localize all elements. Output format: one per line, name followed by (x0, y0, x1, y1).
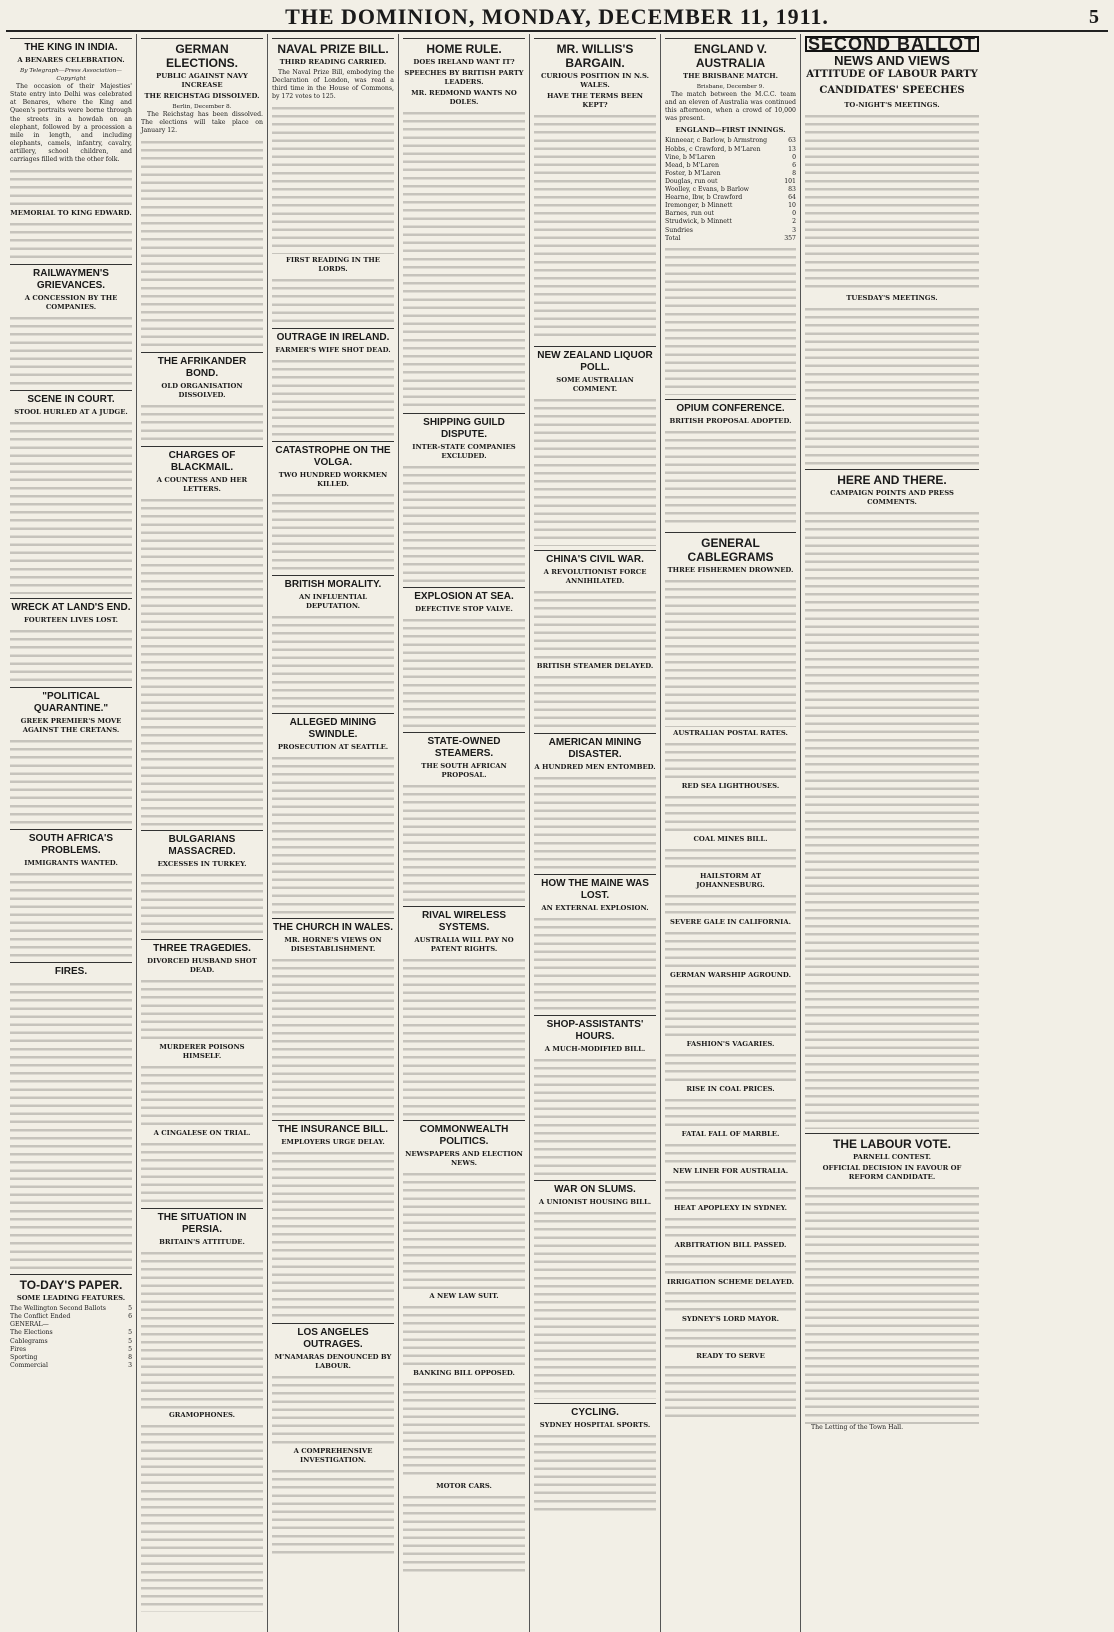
subhead: OFFICIAL DECISION IN FAVOUR OF REFORM CANDIDATE. (822, 1164, 962, 1182)
headline: WAR ON SLUMS. (534, 1180, 656, 1196)
subhead: MURDERER POISONS HIMSELF. (159, 1043, 245, 1061)
subhead: A COUNTESS AND HER LETTERS. (156, 476, 248, 494)
headline: CHARGES OF BLACKMAIL. (141, 446, 263, 474)
body-text (141, 871, 263, 935)
subhead: RISE IN COAL PRICES. (686, 1084, 775, 1093)
headline: LOS ANGELES OUTRAGES. (272, 1323, 394, 1351)
body-text (272, 956, 394, 1116)
subhead: A CINGALESE ON TRIAL. (153, 1129, 251, 1138)
article-text: The Letting of the Town Hall. (811, 1424, 904, 1432)
body-text (141, 1249, 263, 1409)
subhead: SEVERE GALE IN CALIFORNIA. (670, 917, 791, 926)
subhead: A REVOLUTIONIST FORCE ANNIHILATED. (543, 568, 647, 585)
table-row: Douglas, run out 101 (665, 177, 796, 185)
body-text (403, 782, 525, 902)
headline: HOW THE MAINE WAS LOST. (534, 874, 656, 902)
body-text (534, 112, 656, 342)
body-text (141, 977, 263, 1041)
list-item: Commercial 3 (10, 1361, 132, 1369)
body-text (272, 613, 394, 709)
subhead: PUBLIC AGAINST NAVY INCREASE (156, 72, 248, 89)
body-text (534, 915, 656, 1011)
body-text (665, 1289, 796, 1313)
body-text (665, 428, 796, 528)
subhead: DOES IRELAND WANT IT? (413, 58, 515, 66)
feature-list (10, 1305, 132, 1370)
subhead: EMPLOYERS URGE DELAY. (281, 1138, 385, 1147)
list-item: Sporting 8 (10, 1353, 132, 1361)
body-text (534, 1432, 656, 1512)
headline: WRECK AT LAND'S END. (10, 598, 132, 614)
subhead: SPEECHES BY BRITISH PARTY LEADERS. (404, 69, 524, 86)
list-item: GENERAL— (10, 1321, 49, 1329)
advertisement-heading: READY TO SERVE (696, 1351, 765, 1360)
headline: SCENE IN COURT. (10, 390, 132, 406)
column-7 (801, 34, 983, 1632)
body-text (665, 1326, 796, 1350)
headline: THE CHURCH IN WALES. (272, 918, 394, 934)
article-text: The occasion of their Majesties' State entry into Delhi was celebrated at Benares, where the King and Queen's portraits were borne through the streets in a howdah on an elephant, followed by a procession a mile in length, and including elephants, camels, infantry, cavalry, artillery, school children, and carriages filled with the other folk. (10, 83, 132, 164)
headline: SHOP-ASSISTANTS' HOURS. (534, 1015, 656, 1043)
body-text (805, 112, 979, 292)
subhead: AN EXTERNAL EXPLOSION. (541, 904, 649, 912)
body-text (665, 892, 796, 916)
subhead: A CONCESSION BY THE COMPANIES. (24, 294, 118, 312)
subhead: MEMORIAL TO KING EDWARD. (10, 209, 132, 218)
subhead: CURIOUS POSITION IN N.S. WALES. (540, 72, 650, 89)
body-text (534, 588, 656, 660)
headline: SOUTH AFRICA'S PROBLEMS. (10, 829, 132, 857)
headline: FIRES. (10, 962, 132, 978)
body-text (272, 1149, 394, 1319)
subhead: BANKING BILL OPPOSED. (413, 1369, 515, 1377)
column-6 (661, 34, 801, 1632)
subhead: GREEK PREMIER'S MOVE AGAINST THE CRETANS. (20, 717, 122, 735)
body-text (141, 1140, 263, 1204)
headline: OUTRAGE IN IRELAND. (272, 328, 394, 344)
body-text (534, 774, 656, 870)
body-text (665, 1252, 796, 1276)
subhead: HEAT APOPLEXY IN SYDNEY. (674, 1203, 787, 1212)
body-text (403, 1303, 525, 1367)
subhead: TO-NIGHT'S MEETINGS. (844, 101, 940, 110)
subhead: FASHION'S VAGARIES. (686, 1039, 775, 1048)
headline: BRITISH MORALITY. (272, 575, 394, 591)
body-text (10, 167, 132, 207)
headline: RIVAL WIRELESS SYSTEMS. (403, 906, 525, 934)
headline-england-v-australia: ENGLAND V. AUSTRALIA (665, 38, 796, 70)
body-text (403, 1380, 525, 1480)
body-text (805, 509, 979, 1129)
article-text: The Reichstag has been dissolved. The elections will take place on January 12. (141, 111, 263, 135)
body-text (10, 870, 132, 958)
subhead: BRITISH STEAMER DELAYED. (536, 662, 654, 670)
subhead: MR. HORNE'S VIEWS ON DISESTABLISHMENT. (284, 936, 382, 954)
headline: SHIPPING GUILD DISPUTE. (403, 413, 525, 441)
subhead: ARBITRATION BILL PASSED. (674, 1240, 787, 1249)
headline-mr-williss-bargain: MR. WILLIS'S BARGAIN. (534, 38, 656, 70)
body-text (534, 396, 656, 546)
advertisement-heading: GRAMOPHONES. (168, 1411, 236, 1420)
headline-here-and-there: HERE AND THERE. (805, 469, 979, 487)
table-row: Hearne, lbw, b Crawford 64 (665, 194, 796, 202)
headline-attitude: ATTITUDE OF LABOUR PARTY (806, 69, 978, 81)
dateline: Brisbane, December 9. (696, 84, 765, 90)
body-text (141, 496, 263, 826)
subhead: A HUNDRED MEN ENTOMBED. (534, 763, 656, 771)
list-item: The Conflict Ended 6 (10, 1313, 132, 1321)
masthead (6, 4, 1108, 32)
scorecard (665, 137, 796, 242)
headline-news-and-views: NEWS AND VIEWS (834, 53, 950, 69)
body-text (272, 357, 394, 437)
column-5 (530, 34, 661, 1632)
list-item: The Wellington Second Ballots 5 (10, 1305, 132, 1313)
body-text (141, 138, 263, 348)
headline-candidates-speeches: CANDIDATES' SPEECHES (819, 85, 965, 97)
headline: COMMONWEALTH POLITICS. (403, 1120, 525, 1148)
subhead: BRITISH PROPOSAL ADOPTED. (669, 416, 792, 425)
subhead: INTER-STATE COMPANIES EXCLUDED. (412, 443, 516, 460)
subhead: SOME AUSTRALIAN COMMENT. (556, 376, 634, 393)
subhead: M'NAMARAS DENOUNCED BY LABOUR. (274, 1353, 392, 1371)
table-row: Barnes, run out 0 (665, 210, 796, 218)
headline-king-in-india: THE KING IN INDIA. (10, 38, 132, 54)
body-text (10, 220, 132, 260)
table-row: Woolley, c Evans, b Barlow 83 (665, 186, 796, 194)
body-text (665, 1051, 796, 1083)
subhead: FIRST READING IN THE LORDS. (286, 256, 380, 274)
table-row: Strudwick, b Minnett 2 (665, 218, 796, 226)
subhead: TWO HUNDRED WORKMEN KILLED. (278, 471, 388, 489)
advertisement-heading: MOTOR CARS. (436, 1482, 492, 1490)
subhead: THIRD READING CARRIED. (279, 58, 387, 66)
subhead: A MUCH-MODIFIED BILL. (544, 1045, 646, 1053)
body-text (403, 956, 525, 1116)
subhead: PARNELL CONTEST. (852, 1153, 932, 1162)
table-row: Total 357 (665, 234, 796, 242)
body-text (403, 463, 525, 583)
advertisement-text (665, 1363, 796, 1419)
body-text (272, 1467, 394, 1557)
subhead: DEFECTIVE STOP VALVE. (415, 605, 513, 613)
headline-labour-vote: THE LABOUR VOTE. (805, 1133, 979, 1151)
subhead: FARMER'S WIFE SHOT DEAD. (275, 346, 391, 355)
body-text (272, 491, 394, 571)
subhead: EXCESSES IN TURKEY. (157, 860, 247, 869)
column-2 (137, 34, 268, 1632)
headline-german-elections: GERMAN ELECTIONS. (141, 38, 263, 70)
subhead: HAILSTORM AT JOHANNESBURG. (696, 871, 765, 889)
headline-todays-paper: TO-DAY'S PAPER. (10, 1274, 132, 1292)
subhead: BRITAIN'S ATTITUDE. (159, 1238, 245, 1247)
subhead: GERMAN WARSHIP AGROUND. (670, 970, 791, 979)
table-row: Foster, b M'Laren 8 (665, 169, 796, 177)
body-text (10, 419, 132, 594)
advertisement-text (141, 1422, 263, 1612)
subhead: A BENARES CELEBRATION. (17, 56, 125, 64)
subhead: MR. REDMOND WANTS NO DOLES. (411, 89, 517, 106)
body-text (805, 305, 979, 465)
page-number: 5 (1089, 6, 1100, 28)
subhead: AUSTRALIAN POSTAL RATES. (673, 728, 788, 737)
subhead: IRRIGATION SCHEME DELAYED. (667, 1277, 794, 1286)
headline: THREE TRAGEDIES. (141, 939, 263, 955)
body-text (665, 846, 796, 870)
table-row: Sundries 3 (665, 226, 796, 234)
body-text (272, 754, 394, 914)
body-text (665, 577, 796, 727)
body-text (534, 1209, 656, 1399)
subhead: THE SOUTH AFRICAN PROPOSAL. (421, 762, 507, 779)
body-text (534, 1056, 656, 1176)
subhead: RED SEA LIGHTHOUSES. (681, 781, 780, 790)
headline: NEW ZEALAND LIQUOR POLL. (534, 346, 656, 374)
byline: By Telegraph—Press Association—Copyright (20, 68, 122, 83)
body-text (403, 616, 525, 728)
advertisement-text (403, 1493, 525, 1573)
column-4 (399, 34, 530, 1632)
subhead: SYDNEY HOSPITAL SPORTS. (539, 1421, 651, 1429)
subhead: THE REICHSTAG DISSOLVED. (144, 92, 260, 100)
body-text (10, 980, 132, 1270)
body-text (534, 673, 656, 729)
headline: BULGARIANS MASSACRED. (141, 830, 263, 858)
subhead: IMMIGRANTS WANTED. (24, 859, 118, 868)
subhead: SOME LEADING FEATURES. (16, 1294, 126, 1303)
subhead: DIVORCED HUSBAND SHOT DEAD. (147, 957, 257, 975)
headline: EXPLOSION AT SEA. (403, 587, 525, 603)
subhead: NEW LINER FOR AUSTRALIA. (672, 1166, 789, 1175)
body-text (665, 1215, 796, 1239)
subhead: COAL MINES BILL. (693, 834, 768, 843)
headline: "POLITICAL QUARANTINE." (10, 687, 132, 715)
subhead: THREE FISHERMEN DROWNED. (667, 565, 794, 574)
headline: CHINA'S CIVIL WAR. (534, 550, 656, 566)
body-text (665, 929, 796, 969)
headline: AMERICAN MINING DISASTER. (534, 733, 656, 761)
subhead: OLD ORGANISATION DISSOLVED. (161, 382, 243, 400)
article-text: The Naval Prize Bill, embodying the Declaration of London, was read a third time in the House of Commons, by 172 votes to 125. (272, 69, 394, 101)
subhead: FOURTEEN LIVES LOST. (23, 616, 119, 625)
second-ballot-banner: SECOND BALLOT (805, 36, 979, 52)
body-text (10, 314, 132, 386)
body-text (665, 793, 796, 833)
list-item: Fires 5 (10, 1345, 132, 1353)
headline: THE SITUATION IN PERSIA. (141, 1208, 263, 1236)
subhead: SYDNEY'S LORD MAYOR. (681, 1314, 780, 1323)
subhead: FATAL FALL OF MARBLE. (681, 1129, 780, 1138)
headline: ALLEGED MINING SWINDLE. (272, 713, 394, 741)
body-text (10, 627, 132, 683)
column-1 (6, 34, 137, 1632)
body-text (403, 109, 525, 409)
headline-naval-prize-bill: NAVAL PRIZE BILL. (272, 38, 394, 56)
table-row: Kinneear, c Barlow, b Armstrong 63 (665, 137, 796, 145)
masthead-title: THE DOMINION, MONDAY, DECEMBER 11, 1911. (285, 4, 829, 29)
body-text (10, 737, 132, 825)
body-text (665, 1096, 796, 1128)
body-text (141, 1063, 263, 1127)
list-item: Cablegrams 5 (10, 1337, 132, 1345)
headline: STATE-OWNED STEAMERS. (403, 732, 525, 760)
body-text (805, 1184, 979, 1424)
body-text (272, 276, 394, 324)
table-row: Hobbs, c Crawford, b M'Laren 13 (665, 145, 796, 153)
body-text (665, 1178, 796, 1202)
headline: THE INSURANCE BILL. (272, 1120, 394, 1136)
headline: CATASTROPHE ON THE VOLGA. (272, 441, 394, 469)
subhead: STOOL HURLED AT A JUDGE. (14, 408, 128, 417)
headline-general-cablegrams: GENERAL CABLEGRAMS (665, 532, 796, 564)
headline-home-rule: HOME RULE. (403, 38, 525, 56)
headline: OPIUM CONFERENCE. (665, 399, 796, 415)
headline: RAILWAYMEN'S GRIEVANCES. (10, 264, 132, 292)
subhead: AN INFLUENTIAL DEPUTATION. (298, 593, 368, 611)
subhead: THE BRISBANE MATCH. (683, 72, 778, 80)
headline: CYCLING. (534, 1403, 656, 1419)
table-row: Mead, b M'Laren 6 (665, 161, 796, 169)
table-row: Iremonger, b Minnett 10 (665, 202, 796, 210)
column-3 (268, 34, 399, 1632)
body-text (272, 104, 394, 254)
subhead: AUSTRALIA WILL PAY NO PATENT RIGHTS. (414, 936, 514, 953)
body-text (665, 245, 796, 395)
dateline: Berlin, December 8. (172, 104, 232, 110)
table-row: Vine, b M'Laren 0 (665, 153, 796, 161)
body-text (665, 982, 796, 1038)
subhead: A NEW LAW SUIT. (429, 1292, 499, 1300)
subhead: TUESDAY'S MEETINGS. (846, 294, 938, 303)
article-text: The match between the M.C.C. team and an eleven of Australia was continued this afternoon, when a crowd of 10,000 was present. (665, 91, 796, 123)
body-text (141, 402, 263, 442)
subhead: HAVE THE TERMS BEEN KEPT? (546, 92, 644, 109)
subhead: PROSECUTION AT SEATTLE. (277, 743, 389, 752)
list-item: The Elections 5 (10, 1329, 132, 1337)
body-text (665, 740, 796, 780)
subhead: NEWSPAPERS AND ELECTION NEWS. (405, 1150, 523, 1167)
body-text (272, 1373, 394, 1445)
body-text (403, 1170, 525, 1290)
headline: THE AFRIKANDER BOND. (141, 352, 263, 380)
subhead: CAMPAIGN POINTS AND PRESS COMMENTS. (830, 489, 954, 507)
subhead: A UNIONIST HOUSING BILL. (538, 1198, 652, 1206)
body-text (665, 1141, 796, 1165)
subhead: A COMPREHENSIVE INVESTIGATION. (293, 1447, 373, 1465)
scorecard-title: ENGLAND—FIRST INNINGS. (675, 126, 786, 135)
